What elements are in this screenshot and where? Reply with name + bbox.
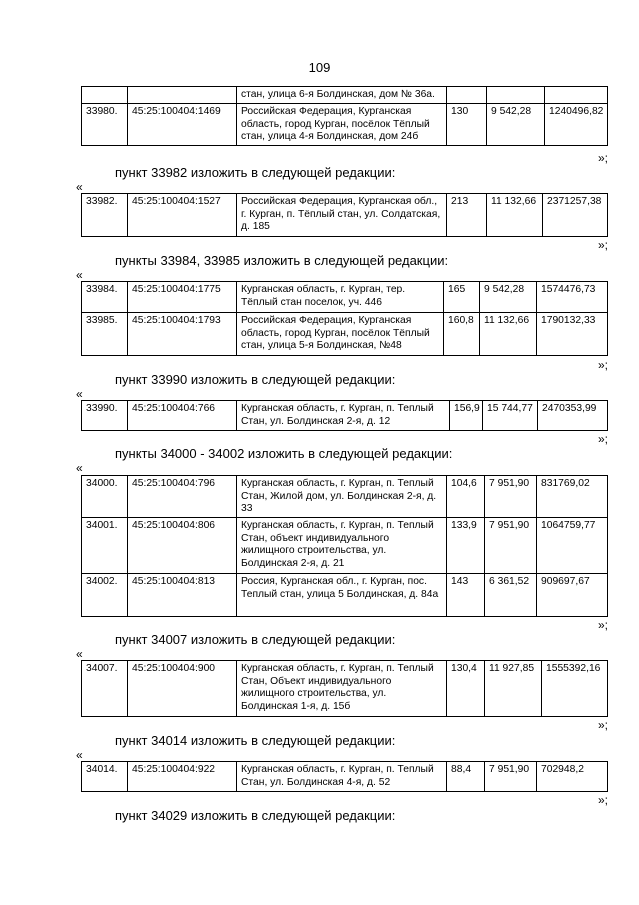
opening-quote: « bbox=[76, 461, 83, 475]
specific-value bbox=[487, 87, 545, 104]
opening-quote: « bbox=[76, 748, 83, 762]
records-table bbox=[81, 660, 608, 717]
table-row bbox=[82, 574, 608, 617]
specific-value: 11 132,66 bbox=[480, 313, 537, 356]
address: Курганская область, г. Курган, п. Теплый Стан, Объект индивидуального жилищного строительства, ул. Болдинская 1-я, д. 15б bbox=[237, 661, 447, 717]
table-row bbox=[82, 518, 608, 574]
page-number: 109 bbox=[308, 60, 331, 75]
specific-value: 7 951,90 bbox=[485, 476, 537, 518]
opening-quote: « bbox=[76, 180, 83, 194]
address: Российская Федерация, Курганская область, город Курган, посёлок Тёплый стан, улица 5-я Болдинская, №48 bbox=[237, 313, 444, 356]
area: 104,6 bbox=[447, 476, 485, 518]
area: 160,8 bbox=[444, 313, 480, 356]
address: стан, улица 6-я Болдинская, дом № 36а. bbox=[237, 87, 447, 104]
address: Россия, Курганская обл., г. Курган, пос. Теплый стан, улица 5 Болдинская, д. 84а bbox=[237, 574, 447, 617]
amendment-paragraph: пункты 33984, 33985 изложить в следующей редакции: bbox=[115, 253, 449, 268]
table-row bbox=[82, 282, 608, 313]
cadastral-number: 45:25:100404:813 bbox=[128, 574, 237, 617]
records-table bbox=[81, 400, 608, 431]
record-number: 33990. bbox=[82, 401, 128, 431]
table-row bbox=[82, 87, 608, 104]
record-number: 34001. bbox=[82, 518, 128, 574]
area: 133,9 bbox=[447, 518, 485, 574]
record-number: 33982. bbox=[82, 194, 128, 237]
cadastral-number: 45:25:100404:796 bbox=[128, 476, 237, 518]
cadastral-number: 45:25:100404:1775 bbox=[128, 282, 237, 313]
record-number: 34014. bbox=[82, 762, 128, 792]
specific-value: 7 951,90 bbox=[485, 518, 537, 574]
opening-quote: « bbox=[76, 647, 83, 661]
records-table bbox=[81, 281, 608, 356]
closing-quote: »; bbox=[597, 718, 608, 732]
table-row bbox=[82, 194, 608, 237]
cadastral-number: 45:25:100404:806 bbox=[128, 518, 237, 574]
cadastral-value bbox=[545, 87, 608, 104]
opening-quote: « bbox=[76, 387, 83, 401]
amendment-paragraph: пункт 34007 изложить в следующей редакции: bbox=[115, 632, 396, 647]
amendment-paragraph: пункт 34029 изложить в следующей редакции: bbox=[115, 808, 396, 823]
cadastral-value: 1240496,82 bbox=[545, 104, 608, 146]
specific-value: 11 132,66 bbox=[487, 194, 543, 237]
amendment-paragraph: пункт 33982 изложить в следующей редакции: bbox=[115, 165, 396, 180]
closing-quote: »; bbox=[597, 358, 608, 372]
record-number: 33985. bbox=[82, 313, 128, 356]
area: 156,9 bbox=[450, 401, 483, 431]
address: Российская Федерация, Курганская обл., г. Курган, п. Тёплый стан, ул. Солдатская, д. 185 bbox=[237, 194, 447, 237]
record-number: 34000. bbox=[82, 476, 128, 518]
table-row bbox=[82, 762, 608, 792]
record-number bbox=[82, 87, 128, 104]
amendment-paragraph: пункты 34000 - 34002 изложить в следующей редакции: bbox=[115, 446, 453, 461]
cadastral-value: 2371257,38 bbox=[543, 194, 608, 237]
closing-quote: »; bbox=[597, 151, 608, 165]
record-number: 33980. bbox=[82, 104, 128, 146]
address: Курганская область, г. Курган, п. Теплый Стан, Жилой дом, ул. Болдинская 2-я, д. 33 bbox=[237, 476, 447, 518]
cadastral-value: 1064759,77 bbox=[537, 518, 608, 574]
cadastral-number: 45:25:100404:1527 bbox=[128, 194, 237, 237]
area bbox=[447, 87, 487, 104]
cadastral-value: 1574476,73 bbox=[537, 282, 608, 313]
specific-value: 7 951,90 bbox=[485, 762, 537, 792]
cadastral-number: 45:25:100404:1793 bbox=[128, 313, 237, 356]
table-row bbox=[82, 313, 608, 356]
area: 88,4 bbox=[447, 762, 485, 792]
opening-quote: « bbox=[76, 268, 83, 282]
cadastral-value: 2470353,99 bbox=[538, 401, 608, 431]
cadastral-number: 45:25:100404:1469 bbox=[128, 104, 237, 146]
address: Курганская область, г. Курган, тер. Тёплый стан поселок, уч. 446 bbox=[237, 282, 444, 313]
table-row bbox=[82, 661, 608, 717]
amendment-paragraph: пункт 34014 изложить в следующей редакции: bbox=[115, 733, 396, 748]
address: Курганская область, г. Курган, п. Теплый Стан, ул. Болдинская 2-я, д. 12 bbox=[237, 401, 450, 431]
records-table bbox=[81, 475, 608, 617]
cadastral-value: 1555392,16 bbox=[542, 661, 608, 717]
closing-quote: »; bbox=[597, 618, 608, 632]
area: 143 bbox=[447, 574, 485, 617]
specific-value: 15 744,77 bbox=[483, 401, 538, 431]
specific-value: 11 927,85 bbox=[485, 661, 542, 717]
cadastral-number: 45:25:100404:922 bbox=[128, 762, 237, 792]
records-table bbox=[81, 193, 608, 237]
cadastral-number bbox=[128, 87, 237, 104]
area: 165 bbox=[444, 282, 480, 313]
amendment-paragraph: пункт 33990 изложить в следующей редакции: bbox=[115, 372, 396, 387]
table-row bbox=[82, 476, 608, 518]
area: 130,4 bbox=[447, 661, 485, 717]
table-row bbox=[82, 401, 608, 431]
cadastral-number: 45:25:100404:900 bbox=[128, 661, 237, 717]
closing-quote: »; bbox=[597, 793, 608, 807]
records-table bbox=[81, 86, 608, 146]
specific-value: 9 542,28 bbox=[480, 282, 537, 313]
cadastral-value: 702948,2 bbox=[537, 762, 608, 792]
closing-quote: »; bbox=[597, 432, 608, 446]
area: 213 bbox=[447, 194, 487, 237]
records-table bbox=[81, 761, 608, 792]
address: Курганская область, г. Курган, п. Теплый Стан, ул. Болдинская 4-я, д. 52 bbox=[237, 762, 447, 792]
table-row bbox=[82, 104, 608, 146]
address: Российская Федерация, Курганская область, город Курган, посёлок Тёплый стан, улица 4-я Болдинская, дом 24б bbox=[237, 104, 447, 146]
cadastral-number: 45:25:100404:766 bbox=[128, 401, 237, 431]
record-number: 34002. bbox=[82, 574, 128, 617]
cadastral-value: 909697,67 bbox=[537, 574, 608, 617]
address: Курганская область, г. Курган, п. Теплый Стан, объект индивидуального жилищного строительства, ул. Болдинская 2-я, д. 21 bbox=[237, 518, 447, 574]
record-number: 33984. bbox=[82, 282, 128, 313]
specific-value: 6 361,52 bbox=[485, 574, 537, 617]
cadastral-value: 1790132,33 bbox=[537, 313, 608, 356]
area: 130 bbox=[447, 104, 487, 146]
specific-value: 9 542,28 bbox=[487, 104, 545, 146]
cadastral-value: 831769,02 bbox=[537, 476, 608, 518]
closing-quote: »; bbox=[597, 238, 608, 252]
record-number: 34007. bbox=[82, 661, 128, 717]
